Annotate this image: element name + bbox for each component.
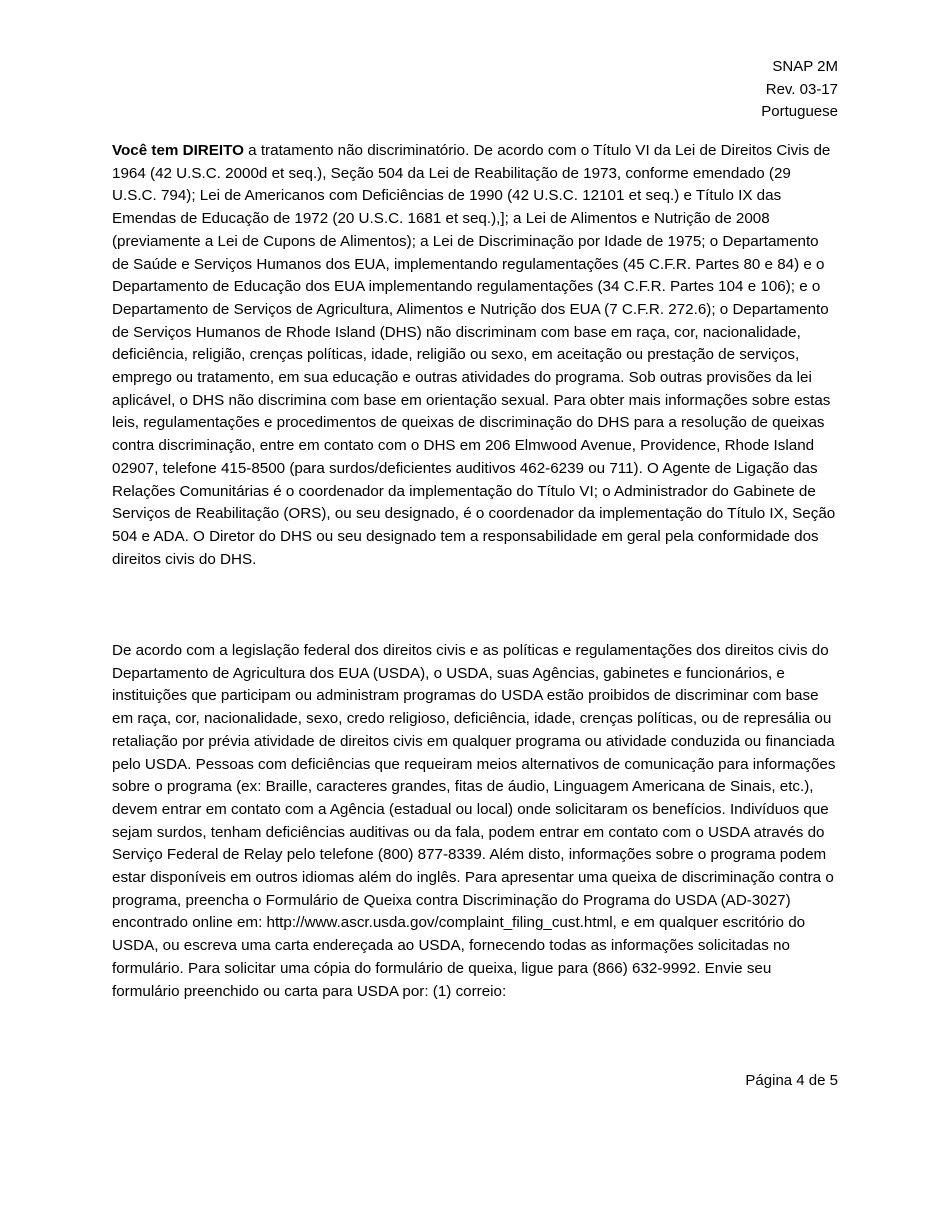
usda-paragraph-text: De acordo com a legislação federal dos direitos civis e as políticas e regulamentações dos direitos civis do Departamento de Agricultura dos EUA (USDA), o USDA, suas Agências, gabinetes e funcionários, e instituições que participam ou administram programas do USDA estão proibidos de discriminar com base em raça, cor, nacionalidade, sexo, credo religioso, deficiência, idade, crenças políticas, ou de represália ou retaliação por prévia atividade de direitos civis em qualquer programa ou atividade conduzida ou financiada pelo USDA. Pessoas com deficiências que requeiram meios alternativos de comunicação para informações sobre o programa (ex: Braille, caracteres grandes, fitas de áudio, Linguagem Americana de Sinais, etc.), devem entrar em contato com a Agência (estadual ou local) onde solicitaram os benefícios. Indivíduos que sejam surdos, tenham deficiências auditivas ou da fala, podem entrar em contato com o USDA através do Serviço Federal de Relay pelo telefone (800) 877-8339. Além disto, informações sobre o programa podem estar disponíveis em outros idiomas além do inglês. Para apresentar uma queixa de discriminação contra o programa, preencha o Formulário de Queixa contra Discriminação do Programa do USDA (AD-3027) encontrado online em: http://www.ascr.usda.gov/complaint_filing_cust.html, e em qualquer escritório do USDA, ou escreva uma carta endereçada ao USDA, fornecendo todas as informações solicitadas no formulário. Para solicitar uma cópia do formulário de queixa, ligue para (866) 632-9992. Envie seu formulário preenchido ou carta para USDA por: (1) correio:	[112, 642, 836, 1000]
rights-body: a tratamento não discriminatório. De acordo com o Título VI da Lei de Direitos Civis de 1964 (42 U.S.C. 2000d et seq.), Seção 504 da Lei de Reabilitação de 1973, conforme emendado (29 U.S.C. 794); Lei de Americanos com Deficiências de 1990 (42 U.S.C. 12101 et seq.) e Título IX das Emendas de Educação de 1972 (20 U.S.C. 1681 et seq.),]; a Lei de Alimentos e Nutrição de 2008 (previamente a Lei de Cupons de Alimentos); a Lei de Discriminação por Idade de 1975; o Departamento de Saúde e Serviços Humanos dos EUA, implementando regulamentações (45 C.F.R. Partes 80 e 84) e o Departamento de Educação dos EUA implementando regulamentações (34 C.F.R. Partes 104 e 106); e o Departamento de Serviços de Agricultura, Alimentos e Nutrição dos EUA (7 C.F.R. 272.6); o Departamento de Serviços Humanos de Rhode Island (DHS) não discriminam com base em raça, cor, nacionalidade, deficiência, religião, crenças políticas, idade, religião ou sexo, em aceitação ou prestação de serviços, emprego ou tratamento, em sua educação e outras atividades do programa. Sob outras provisões da lei aplicável, o DHS não discrimina com base em orientação sexual. Para obter mais informações sobre estas leis, regulamentações e procedimentos de queixas de discriminação do DHS para a resolução de queixas contra discriminação, entre em contato com o DHS em 206 Elmwood Avenue, Providence, Rhode Island 02907, telefone 415-8500 (para surdos/deficientes auditivos 462-6239 ou 711). O Agente de Ligação das Relações Comunitárias é o coordenador da implementação do Título VI; o Administrador do Gabinete de Serviços de Reabilitação (ORS), ou seu designado, é o coordenador da implementação do Título IX, Seção 504 e ADA. O Diretor do DHS ou seu designado tem a responsabilidade em geral pela conformidade dos direitos civis do DHS.	[112, 142, 836, 568]
rights-paragraph-text	[112, 140, 838, 571]
form-code: SNAP 2M	[772, 58, 838, 75]
revision-date: Rev. 03-17	[765, 80, 838, 98]
page-number: Página 4 de 5	[745, 1072, 838, 1089]
usda-paragraph	[112, 640, 838, 1003]
rights-paragraph	[112, 140, 838, 571]
language-label: Portuguese	[761, 103, 838, 120]
document-header	[761, 56, 838, 124]
rights-lead: Você tem DIREITO	[112, 142, 244, 159]
